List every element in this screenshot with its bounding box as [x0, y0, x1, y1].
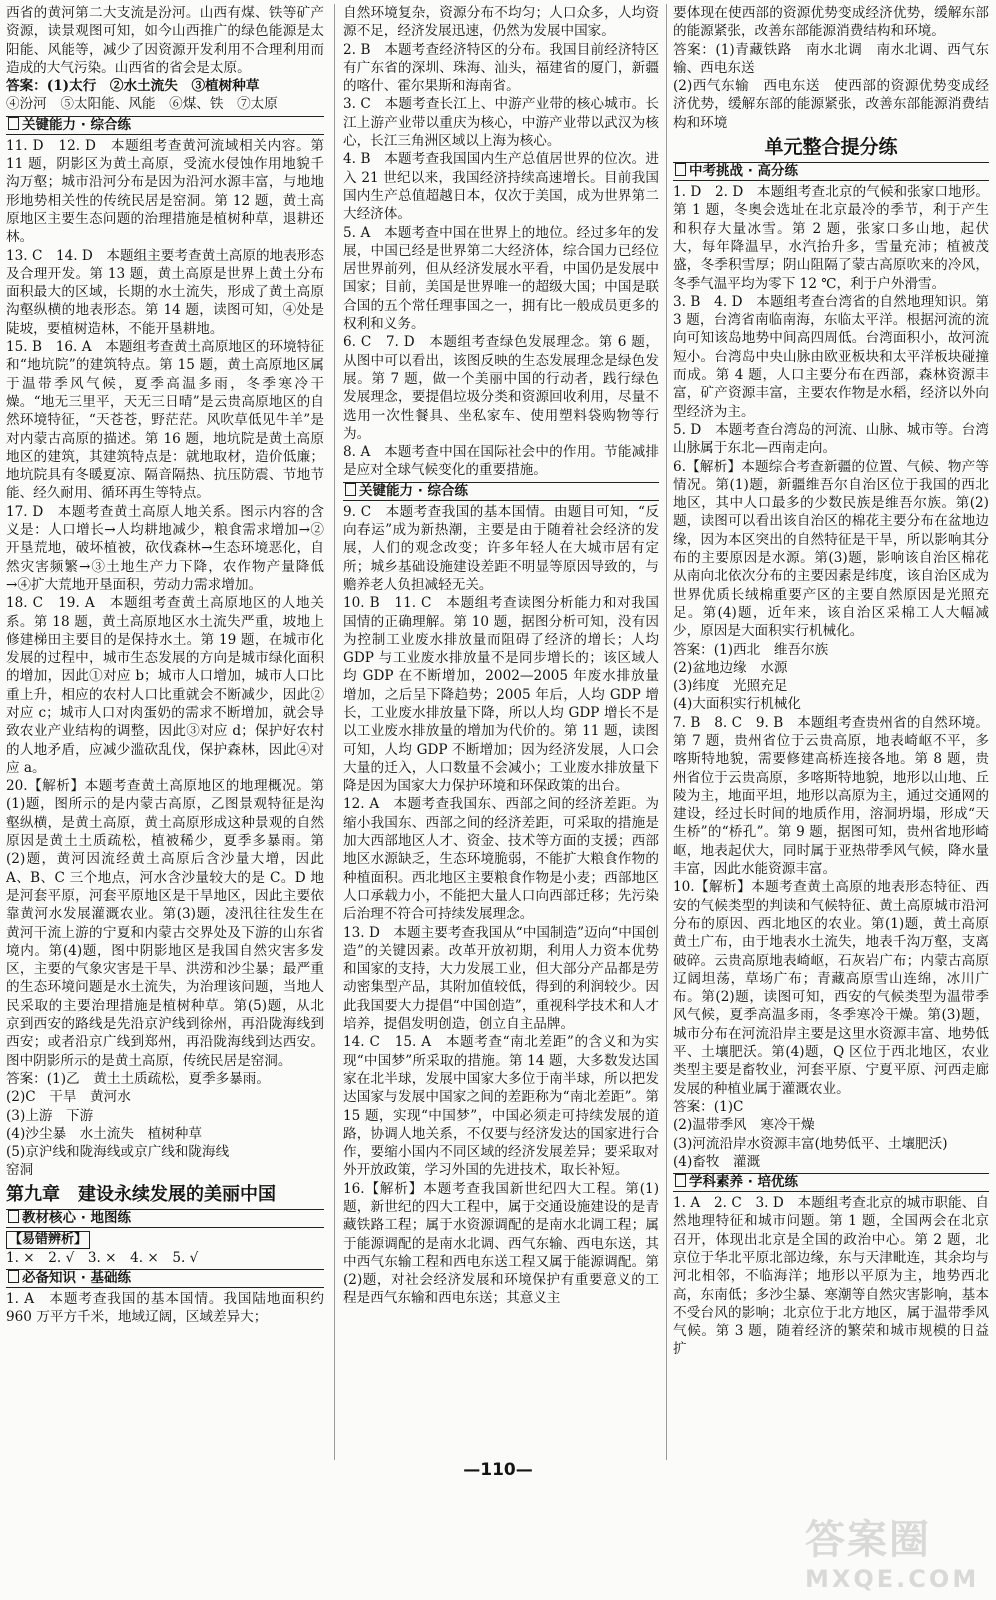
- question: 6. C 7. D 本题组考查绿色发展理念。第 6 题，从图中可以看出，该图反映的生态发展理念是绿色发展。第 7 题，做一个美丽中国的行动者，践行绿色发展理念，要提倡垃圾分类和资源回收利用，尽量不选用一次性餐具、坐私家车、使用塑料袋购物等行为。: [343, 334, 659, 442]
- section-icon: [8, 117, 19, 130]
- question: 13. D 本题主要考查我国从“中国制造”迈向“中国创造”的关键因素。改革开放初期，利用人力资本优势和国家的支持，大力发展工业，但大部分产品都是劳动密集型产品，其附加值较低，得到的利润较少。因此我国要大力提倡“中国创造”，重视科学技术和人才培养，提倡发明创造，创立自主品牌。: [343, 924, 659, 1033]
- question: 20.【解析】本题考查黄土高原地区的地理概况。第(1)题，图所示的是内蒙古高原，乙图景观特征是沟壑纵横，是黄土高原，黄土高原形成这种景观的自然原因是黄土土质疏松，植被稀少，夏季多暴雨。第(2)题，黄河因流经黄土高原后含沙量大增，因此 A、B、C 三个地点，河水含沙量较大的是 C。D 地是河套平原，河套平原地区是干旱地区，因此主要依靠黄河水发展灌溉农业。第(3)题，凌汛往往发生在黄河干流上游的宁夏和内蒙古交界处及下游的山东省境内。第(4)题，图中阴影地区是我国自然灾害多发区，主要的气象灾害是干旱、洪涝和沙尘暴；最严重的生态环境问题是水土流失，为治理该问题，当地人民采取的主要治理措施是植树种草。第(5)题，从北京到西安的路线是先沿京沪线到徐州，再沿陇海线到西安；或者沿京广线到郑州，再沿陇海线到达西安。图中阴影所示的是黄土高原，传统民居是窑洞。: [6, 778, 324, 1069]
- true-false-answers: 1. × 2. √ 3. × 4. × 5. √: [6, 1249, 199, 1266]
- section-icon: [675, 1174, 686, 1187]
- section-header: 关键能力 · 综合练: [6, 116, 324, 135]
- section-header: 关键能力 · 综合练: [343, 482, 659, 501]
- answer-line: (2)西气东输 西电东送 使西部的资源优势变成经济优势，缓解东部的能源紧张，改善东部能源消费结构和环境: [673, 78, 989, 131]
- section-icon: [345, 483, 356, 496]
- question: 3. B 4. D 本题组考查台湾省的自然地理知识。第 3 题，台湾省南临南海，东临太平洋。根据河流的流向可知该岛地势中间高四周低。台湾面积小，故河流短小。台湾岛中央山脉由欧亚板块和太平洋板块碰撞而成。第 4 题，人口主要分布在西部，森林资源丰富，矿产资源丰富，主要农作物是水稻，经济以外向型经济为主。: [673, 293, 989, 420]
- question: 5. D 本题考查台湾岛的河流、山脉、城市等。台湾山脉属于东北—西南走向。: [673, 421, 989, 457]
- watermark-url: MXQE.COM: [805, 1565, 980, 1593]
- question: 7. B 8. C 9. B 本题组考查贵州省的自然环境。第 7 题，贵州省位于云贵高原，地表崎岖不平，多喀斯特地貌，需要修建高桥连接各地。第 8 题，贵州省位于云贵高原，多喀斯特地貌，地形以山地、丘陵为主，地面平坦，地形以高原为主，通过交通网的建设，经过长时间的地质作用，溶洞坍塌，形成“天生桥”的“桥孔”。第 9 题，据图可知，贵州省地形崎岖，地表起伏大，同时属于亚热带季风气候，降水量丰富，因此水能资源丰富。: [673, 714, 989, 878]
- column-divider: [334, 4, 335, 1460]
- answer-line: 答案：(1)乙 黄土土质疏松，夏季多暴雨。: [6, 1070, 270, 1087]
- section-header: 教材核心 · 地图练: [6, 1209, 324, 1228]
- answer-line: (2)盆地边缘 水源: [673, 659, 788, 676]
- question: 12. A 本题考查我国东、西部之间的经济差距。为缩小我国东、西部之间的经济差距，可采取的措施是加大西部地区人才、资金、技术等方面的支援；西部地区水源缺乏，生态环境脆弱，不能扩大粮食作物的种植面积。西北地区主要粮食作物是小麦；西部地区人口承载力小，不能把大量人口向西部迁移；先污染后治理不符合可持续发展理念。: [343, 796, 659, 923]
- chapter-title: 第九章 建设永续发展的美丽中国: [6, 1183, 276, 1205]
- question: 1. D 2. D 本题组考查北京的气候和张家口地形。第 1 题，冬奥会选址在北京最冷的季节，利于产生和积存大量冰雪。第 2 题，张家口多山地，起伏大，每年降温早，水汽抬升多，雪量充沛；植被茂盛，冬季积雪厚；阴山阻隔了蒙古高原吹来的冷风，冬季气温平均为零下 12 ℃，利于户外滑雪。: [673, 184, 989, 292]
- question: 4. B 本题考查我国国内生产总值居世界的位次。进入 21 世纪以来，我国经济持续高速增长。目前我国国内生产总值超越日本，仅次于美国，成为世界第二大经济体。: [343, 151, 659, 223]
- question: 6.【解析】本题综合考查新疆的位置、气候、物产等情况。第(1)题，新疆维吾尔自治区位于我国的西北地区，其中人口最多的少数民族是维吾尔族。第(2)题，读图可以看出该自治区的棉花主要分布在盆地边缘，因为本区突出的自然特征是干旱，所以影响其分布的主要原因是水源。第(3)题，影响该自治区棉花从南向北依次分布的主要因素是纬度，该自治区成为世界优质长绒棉重要产区的主要自然原因是光照充足。第(4)题，近年来，该自治区采棉工人大幅减少，原因是大面积实行机械化。: [673, 458, 989, 640]
- watermark-logo: [805, 1508, 985, 1594]
- column-divider: [666, 4, 667, 1460]
- answer-line: 窑洞: [6, 1162, 34, 1179]
- answer-line: (4)畜牧 灌溉: [673, 1153, 761, 1170]
- subsection-label: 【易错辨析】: [6, 1230, 324, 1249]
- question: 10. B 11. C 本题组考查读图分析能力和对我国国情的正确理解。第 10 题，据图分析可知，没有因为控制工业废水排放量而阻碍了经济的增长；人均 GDP 与工业废水排放量不是同步增长的；该区域人均 GDP 在不断增加，2002—2005 年废水排放量增加，之后呈下降趋势；2005 年后，人均 GDP 增长，工业废水排放量下降，所以人均 GDP 增长不是以工业废水排放量的增加为代价的。第 11 题，读图可知，人均 GDP 不断增加；因为经济发展，人口会大量的迁入，人口数量不会减小；工业废水排放量下降是因为国家大力保护环境和环保政策的出台。: [343, 595, 659, 795]
- section-icon: [8, 1210, 19, 1223]
- answer-line: 答案：(1)西北 维吾尔族: [673, 641, 829, 658]
- answer-line: (3)上游 下游: [6, 1107, 94, 1124]
- question: 16.【解析】本题考查我国新世纪四大工程。第(1)题，新世纪的四大工程中，属于交通设施建设的是青藏铁路工程；属于水资源调配的是南水北调工程；属于能源调配的是南水北调、西气东输、西电东送，其中西气东输工程和西电东送工程又属于能源调配。第(2)题，对社会经济发展和环境保护有重要意义的工程是西气东输和西电东送；其意义主: [343, 1180, 659, 1307]
- section-icon: [675, 163, 686, 176]
- question: 8. A 本题考查中国在国际社会中的作用。节能减排是应对全球气候变化的重要措施。: [343, 444, 659, 479]
- paragraph: 西省的黄河第二大支流是汾河。山西有煤、铁等矿产资源，读景观图可知，如今山西推广的绿色能源是太阳能、风能等，减少了因资源开发利用不合理利用而造成的大气污染。山西省的省会是太原。: [6, 5, 324, 76]
- answer-line: (3)河流沿岸水资源丰富(地势低平、土壤肥沃): [673, 1135, 948, 1152]
- question: 1. A 本题考查我国的基本国情。我国陆地面积约 960 万平方千米，地域辽阔，区域差异大；: [6, 1291, 324, 1326]
- question: 9. C 本题考查我国的基本国情。由题目可知，“反向春运”成为新热潮，主要是由于随着社会经济的发展，人们的观念改变；许多年轻人在大城市居有定所；城乡基础设施建设差距不明显等原因导致的，与赡养老人负担减轻无关。: [343, 503, 659, 593]
- paragraph: 自然环境复杂，资源分布不均匀；人口众多，人均资源不足，经济发展迅速，仍然为发展中国家。: [343, 5, 659, 40]
- answer-line: 答案：(1)太行 ②水土流失 ③植树种草: [6, 78, 260, 95]
- question: 15. B 16. A 本题组考查黄土高原地区的环境特征和“地坑院”的建筑特点。第 15 题，黄土高原地区属于温带季风气候，夏季高温多雨，冬季寒冷干燥。“地无三里平，天无三日晴”是云贵高原地区的自然环境特征，“天苍苍，野茫茫。风吹草低见牛羊”是对内蒙古高原的描述。第 16 题，地坑院是黄土高原地区的建筑，其建筑特点是：就地取材，造价低廉；地坑院具有冬暖夏凉、隔音隔热、抗压防震、节地节能、经久耐用、循环再生等特点。: [6, 339, 324, 502]
- answer-line: ④汾河 ⑤太阳能、风能 ⑥煤、铁 ⑦太原: [6, 96, 278, 113]
- answer-line: (3)纬度 光照充足: [673, 678, 788, 695]
- section-header: 必备知识 · 基础练: [6, 1269, 324, 1288]
- question: 17. D 本题考查黄土高原人地关系。图示内容的含义是：人口增长→人均耕地减少，粮食需求增加→②开垦荒地，破坏植被，砍伐森林→生态环境恶化，自然灾害频繁→③土地生产力下降，农作物产量降低→④扩大荒地开垦面积，劳动力需求增加。: [6, 503, 324, 593]
- question: 13. C 14. D 本题组主要考查黄土高原的地表形态及合理开发。第 13 题，黄土高原是世界上黄土分布面积最大的区域，长期的水土流失，形成了黄土高原沟壑纵横的地表形态。第 14 题，读图可知，④处是陡坡，要植树造林，不能开垦耕地。: [6, 247, 324, 337]
- question: 18. C 19. A 本题组考查黄土高原地区的人地关系。第 18 题，黄土高原地区水土流失严重，坡地上修建梯田主要目的是保持水土。第 19 题，在城市化发展的过程中，城市生态发展的方向是城市绿化面积的增加，因此①对应 b；城市人口增加，城市人口比重上升，相应的农村人口比重就会不断减少，因此②对应 c；城市人口对肉蛋奶的需求不断增加，就会导致农业产业结构的调整，因此③对应 d；保护好农村的人地矛盾，应减少滥砍乱伐，保护森林，因此④对应 a。: [6, 595, 324, 776]
- unit-title: 单元整合提分练: [764, 136, 898, 159]
- watermark-text: 答案圈: [805, 1517, 931, 1563]
- question: 14. C 15. A 本题考查“南北差距”的含义和为实现“中国梦”所采取的措施。第 14 题，大多数发达国家在北半球，发展中国家大多位于南半球，所以把发达国家与发展中国家之间的差距称为“南北差距”。第 15 题，实现“中国梦”，中国必须走可持续发展的道路，协调人地关系，不仅要与经济发达的国家进行合作，要缩小国内不同区域的经济发展差异；要采取对外开放政策，学习外国的先进技术，取长补短。: [343, 1034, 659, 1179]
- section-header: 学科素养 · 培优练: [673, 1173, 989, 1192]
- column-right: [673, 4, 989, 1359]
- section-icon: [8, 1270, 19, 1283]
- question: 3. C 本题考查长江上、中游产业带的核心城市。长江上游产业带以重庆为核心，中游产业带以武汉为核心，长江三角洲区域以上海为核心。: [343, 96, 659, 150]
- column-middle: [343, 4, 659, 1308]
- question: 10.【解析】本题考查黄土高原的地表形态特征、西安的气候类型的判读和气候特征、黄土高原城市沿河分布的原因、西北地区的农业。第(1)题，黄土高原黄土广布，由于地表水土流失，地表千沟万壑，支离破碎。云贵高原地表崎岖，石灰岩广布；内蒙古高原辽阔坦荡，草场广布；青藏高原雪山连绵，冰川广布。第(2)题，读图可知，西安的气候类型为温带季风气候，夏季高温多雨，冬季寒冷干燥。第(3)题，城市分布在河流沿岸主要是这里水资源丰富、地势低平、土壤肥沃。第(4)题，Q 区位于西北地区，农业类型主要是畜牧业，河套平原、宁夏平原、河西走廊发展的种植业属于灌溉农业。: [673, 879, 989, 1097]
- paragraph: 要体现在使西部的资源优势变成经济优势，缓解东部的能源紧张，改善东部能源消费结构和环境。: [673, 5, 989, 40]
- answer-line: (5)京沪线和陇海线或京广线和陇海线: [6, 1144, 230, 1161]
- question: 2. B 本题考查经济特区的分布。我国目前经济特区有广东省的深圳、珠海、汕头，福建省的厦门，新疆的喀什、霍尔果斯和海南省。: [343, 41, 659, 95]
- question: 11. D 12. D 本题组考查黄河流域相关内容。第 11 题，阴影区为黄土高原，受流水侵蚀作用地貌千沟万壑；城市沿河分布是因为沿河水源丰富，与地地形地势相关性的传统民居是窑洞。第 12 题，黄土高原地区主要生态问题的治理措施是植树种草，退耕还林。: [6, 137, 324, 246]
- answer-line: (4)大面积实行机械化: [673, 696, 802, 713]
- column-left: [6, 4, 324, 1327]
- answer-line: 答案：(1)青藏铁路 南水北调 南水北调、西气东输、西电东送: [673, 41, 989, 76]
- answer-line: (2)C 干旱 黄河水: [6, 1089, 131, 1106]
- section-header: 中考挑战 · 高分练: [673, 162, 989, 181]
- answer-line: (2)温带季风 寒冷干燥: [673, 1117, 815, 1134]
- answer-line: (4)沙尘暴 水土流失 植树种草: [6, 1125, 202, 1142]
- question: 1. A 2. C 3. D 本题组考查北京的城市职能、自然地理特征和城市问题。第 1 题，全国两会在北京召开，体现出北京是全国的政治中心。第 2 题，北京位于华北平原北部边缘，东与天津毗连，其余均与河北相邻，不临海洋；地形以平原为主，地势西北高，东南低；多沙尘暴、寒潮等自然灾害影响，基本不受台风的影响；北京位于北方地区，属于温带季风气候。第 3 题，随着经济的繁荣和城市规模的日益扩: [673, 1195, 989, 1358]
- answer-line: 答案：(1)C: [673, 1098, 744, 1115]
- question: 5. A 本题考查中国在世界上的地位。经过多年的发展，中国已经是世界第二大经济体，综合国力已经位居世界前列，但从经济发展水平看，中国仍是发展中国家；目前，美国是世界唯一的超级大国；中国是联合国的五个常任理事国之一，拥有比一般成员更多的权利和义务。: [343, 224, 659, 333]
- page-number: —110—: [463, 1460, 533, 1480]
